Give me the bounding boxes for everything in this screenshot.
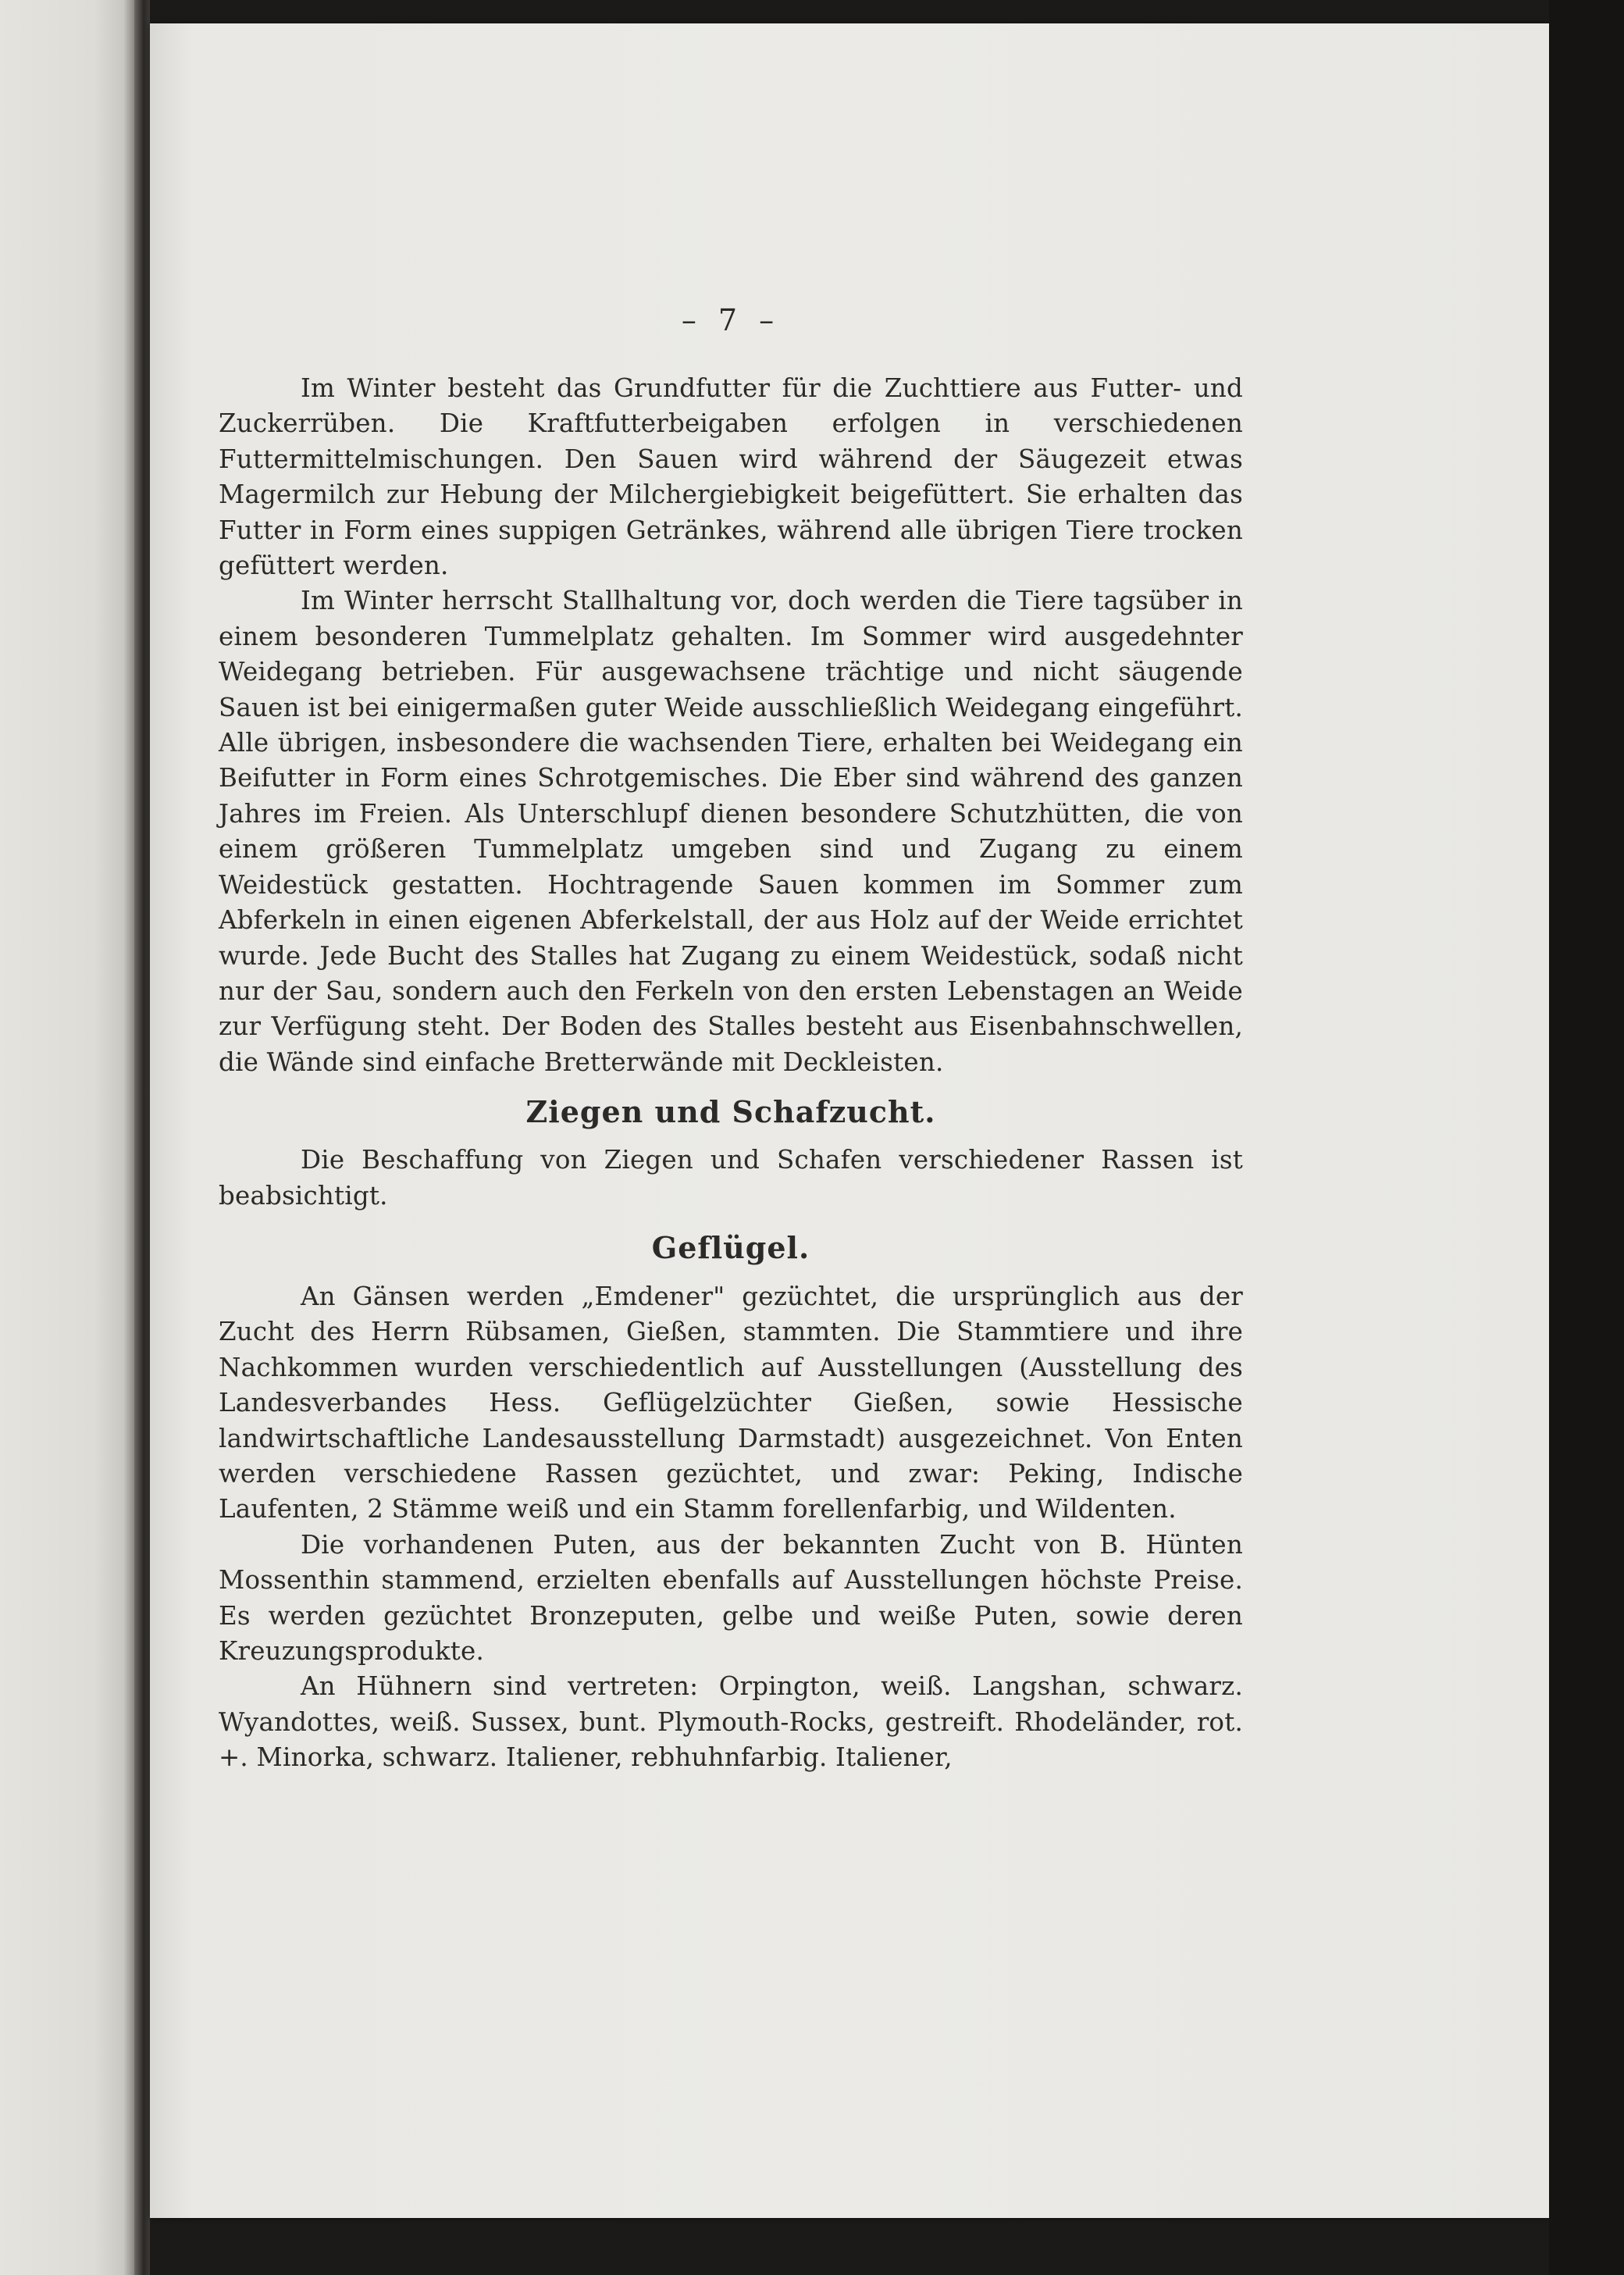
page-content (219, 371, 1243, 1776)
paragraph-turkeys: Die vorhandenen Puten, aus der bekannten Zucht von B. Hünten Mossenthin stammend, erzielten ebenfalls auf Ausstellungen höchste Preise. Es werden gezüchtet Bronzeputen, gelbe und weiße Puten, sowie deren Kreuzungsprodukte. (219, 1529, 1243, 1666)
paragraph-geese-ducks: An Gänsen werden „Emdener" gezüchtet, die ursprünglich aus der Zucht des Herrn Rübsamen, Gießen, stammten. Die Stammtiere und ihre Nachkommen wurden verschiedentlich auf Ausstellungen (Ausstellung des Landesverbandes Hess. Geflügelzüchter Gießen, sowie Hessische landwirtschaftliche Landesausstellung Darmstadt) ausgezeichnet. Von Enten werden verschiedene Rassen gezüchtet, und zwar: Peking, Indische Laufenten, 2 Stämme weiß und ein Stamm forellenfarbig, und Wildenten. (219, 1281, 1243, 1524)
book-gutter (134, 0, 150, 2275)
paragraph-goat-sheep: Die Beschaffung von Ziegen und Schafen verschiedener Rassen ist beabsichtigt. (219, 1145, 1243, 1211)
page-number: – 7 – (681, 303, 781, 337)
paragraph-stable-keeping: Im Winter herrscht Stallhaltung vor, doch werden die Tiere tagsüber in einem besonderen Tummelplatz gehalten. Im Sommer wird ausgedehnter Weidegang betrieben. Für ausgewachsene trächtige und nicht säugende Sauen ist bei einigermaßen guter Weide ausschließlich Weidegang eingeführt. Alle übrigen, insbesondere die wachsenden Tiere, erhalten bei Weidegang ein Beifutter in Form eines Schrotgemisches. Die Eber sind während des ganzen Jahres im Freien. Als Unterschlupf dienen besondere Schutzhütten, die von einem größeren Tummelplatz umgeben sind und Zugang zu einem Weidestück gestatten. Hochtragende Sauen kommen im Sommer zum Abferkeln in einen eigenen Abferkelstall, der aus Holz auf der Weide errichtet wurde. Jede Bucht des Stalles hat Zugang zu einem Weidestück, sodaß nicht nur der Sau, sondern auch den Ferkeln von den ersten Lebenstagen an Weide zur Verfügung steht. Der Boden des Stalles besteht aus Eisenbahnschwellen, die Wände sind einfache Bretterwände mit Deckleisten. (219, 586, 1243, 1077)
scan-background-edge (1549, 0, 1624, 2275)
paragraph-winter-feeding: Im Winter besteht das Grundfutter für die Zuchttiere aus Futter- und Zuckerrüben. Die Kraftfutterbeigaben erfolgen in verschiedenen Futtermittelmischungen. Den Sauen wird während der Säugezeit etwas Magermilch zur Hebung der Milchergiebigkeit beigefüttert. Sie erhalten das Futter in Form eines suppigen Getränkes, während alle übrigen Tiere trocken gefüttert werden. (219, 373, 1243, 581)
left-page-edge (0, 0, 134, 2275)
right-page (150, 23, 1549, 2218)
paragraph-chickens: An Hühnern sind vertreten: Orpington, weiß. Langshan, schwarz. Wyandottes, weiß. Sussex, bunt. Plymouth-Rocks, gestreift. Rhodeländer, rot. +. Minorka, schwarz. Italiener, rebhuhnfarbig. Italiener, (219, 1671, 1243, 1773)
heading-poultry: Geflügel. (651, 1229, 810, 1265)
heading-goat-sheep: Ziegen und Schafzucht. (525, 1094, 936, 1130)
